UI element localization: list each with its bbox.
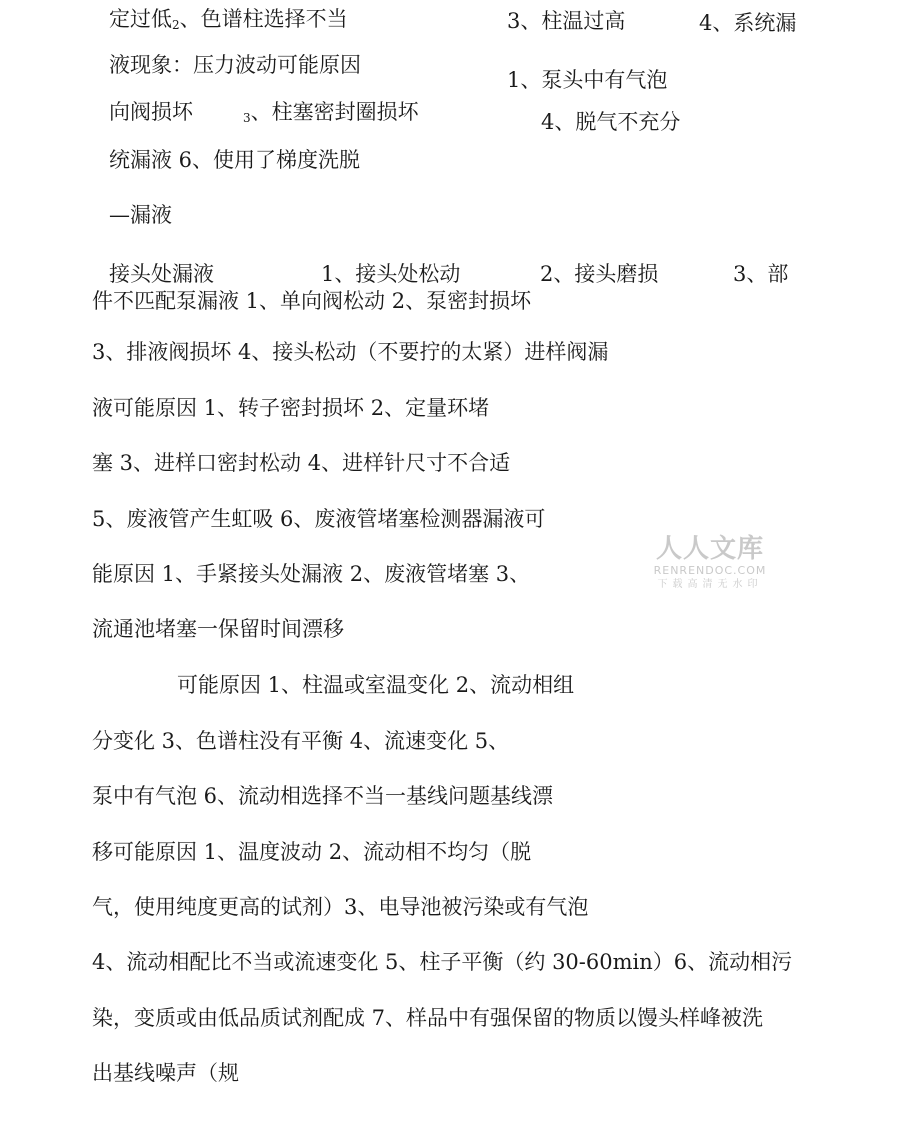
text-run: 、色谱柱选择不当	[179, 7, 348, 31]
text-line: 统漏液 6、使用了梯度洗脱	[109, 148, 361, 172]
text-line: 流通池堵塞一保留时间漂移	[92, 617, 344, 641]
text-line: 1、泵头中有气泡	[507, 68, 668, 92]
text-line: 液可能原因 1、转子密封损坏 2、定量环堵	[92, 396, 490, 420]
text-line: 接头处漏液	[109, 262, 214, 286]
text-line: 可能原因 1、柱温或室温变化 2、流动相组	[177, 673, 575, 697]
text-line: 移可能原因 1、温度波动 2、流动相不均匀（脱	[92, 840, 532, 864]
text-line: 2、接头磨损	[540, 262, 659, 286]
text-line: 分变化 3、色谱柱没有平衡 4、流速变化 5、	[92, 729, 510, 753]
text-line: 气，使用纯度更高的试剂）3、电导池被污染或有气泡	[92, 895, 589, 919]
text-line: 塞 3、进样口密封松动 4、进样针尺寸不合适	[92, 451, 511, 475]
subscript-number: 2	[172, 18, 180, 32]
text-line: 4、脱气不充分	[541, 110, 681, 134]
text-line: 3、柱温过高	[507, 9, 626, 33]
text-line: 能原因 1、手紧接头处漏液 2、废液管堵塞 3、	[92, 562, 531, 586]
text-line: 5、废液管产生虹吸 6、废液管堵塞检测器漏液可	[92, 507, 546, 531]
watermark-logo	[645, 534, 775, 591]
text-line: 4、系统漏	[699, 11, 797, 35]
text-line: 3、排液阀损坏 4、接头松动（不要拧的太紧）进样阀漏	[92, 340, 609, 364]
watermark-title: 人人文库	[655, 534, 764, 564]
text-run: 向阀损坏	[109, 100, 193, 124]
text-run: 定过低	[109, 7, 172, 31]
watermark-domain: RENRENDOC.COM	[653, 564, 767, 577]
text-line: 出基线噪声（规	[92, 1061, 239, 1085]
text-line: 染，变质或由低品质试剂配成 7、样品中有强保留的物质以馒头样峰被洗	[92, 1006, 764, 1030]
text-run: 、柱塞密封圈损坏	[250, 100, 419, 124]
text-line: 件不匹配泵漏液 1、单向阀松动 2、泵密封损坏	[92, 289, 532, 313]
text-line: 液现象：压力波动可能原因	[109, 53, 361, 77]
text-line: 泵中有气泡 6、流动相选择不当一基线问题基线漂	[92, 784, 554, 808]
text-line: 3、部	[733, 262, 789, 286]
text-line	[109, 99, 419, 131]
subscript-number: 3	[243, 111, 251, 125]
text-line: —漏液	[109, 203, 172, 227]
watermark-slogan: 下载高清无水印	[657, 579, 763, 590]
text-line: 4、流动相配比不当或流速变化 5、柱子平衡（约 30-60min）6、流动相污	[92, 950, 793, 974]
text-line	[109, 6, 348, 38]
text-line: 1、接头处松动	[321, 262, 461, 286]
